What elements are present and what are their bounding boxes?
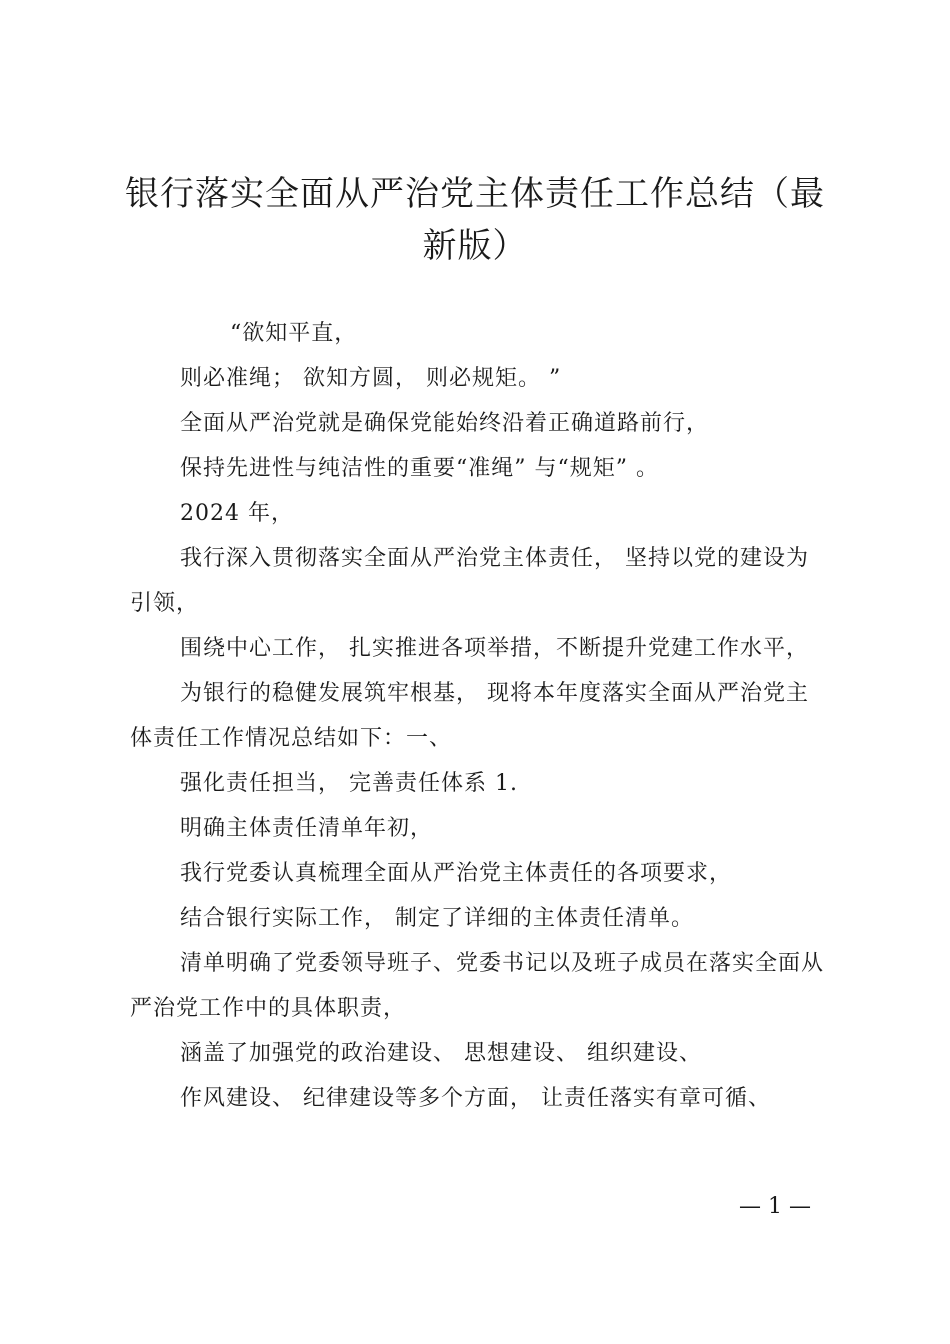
document-title: 银行落实全面从严治党主体责任工作总结（最新版） [125,174,825,266]
paragraph: 涵盖了加强党的政治建设、 思想建设、 组织建设、 [180,1041,702,1066]
paragraph: 结合银行实际工作， 制定了详细的主体责任清单。 [180,906,694,931]
paragraph: 强化责任担当， 完善责任体系 1. [180,771,518,796]
paragraph: 保持先进性与纯洁性的重要“准绳” 与“规矩” 。 [180,456,659,481]
paragraph: 则必准绳； 欲知方圆， 则必规矩。 ” [180,366,562,391]
paragraph: 我行深入贯彻落实全面从严治党主体责任， 坚持以党的建设为引领， [130,546,809,616]
paragraph: 为银行的稳健发展筑牢根基， 现将本年度落实全面从严治党主体责任工作情况总结如下：一、 [130,681,809,751]
page-number: — 1 — [739,1194,811,1219]
paragraph: 明确主体责任清单年初， [180,816,434,841]
paragraph: 全面从严治党就是确保党能始终沿着正确道路前行， [180,411,710,436]
paragraph: 清单明确了党委领导班子、党委书记以及班子成员在落实全面从严治党工作中的具体职责， [130,951,825,1021]
document-body [130,311,830,1121]
paragraph: “欲知平直， [230,321,358,346]
paragraph: 围绕中心工作， 扎实推进各项举措，不断提升党建工作水平， [180,636,809,661]
paragraph: 2024 年， [180,501,294,526]
paragraph: 我行党委认真梳理全面从严治党主体责任的各项要求， [180,861,733,886]
paragraph: 作风建设、 纪律建设等多个方面， 让责任落实有章可循、 [180,1086,771,1111]
